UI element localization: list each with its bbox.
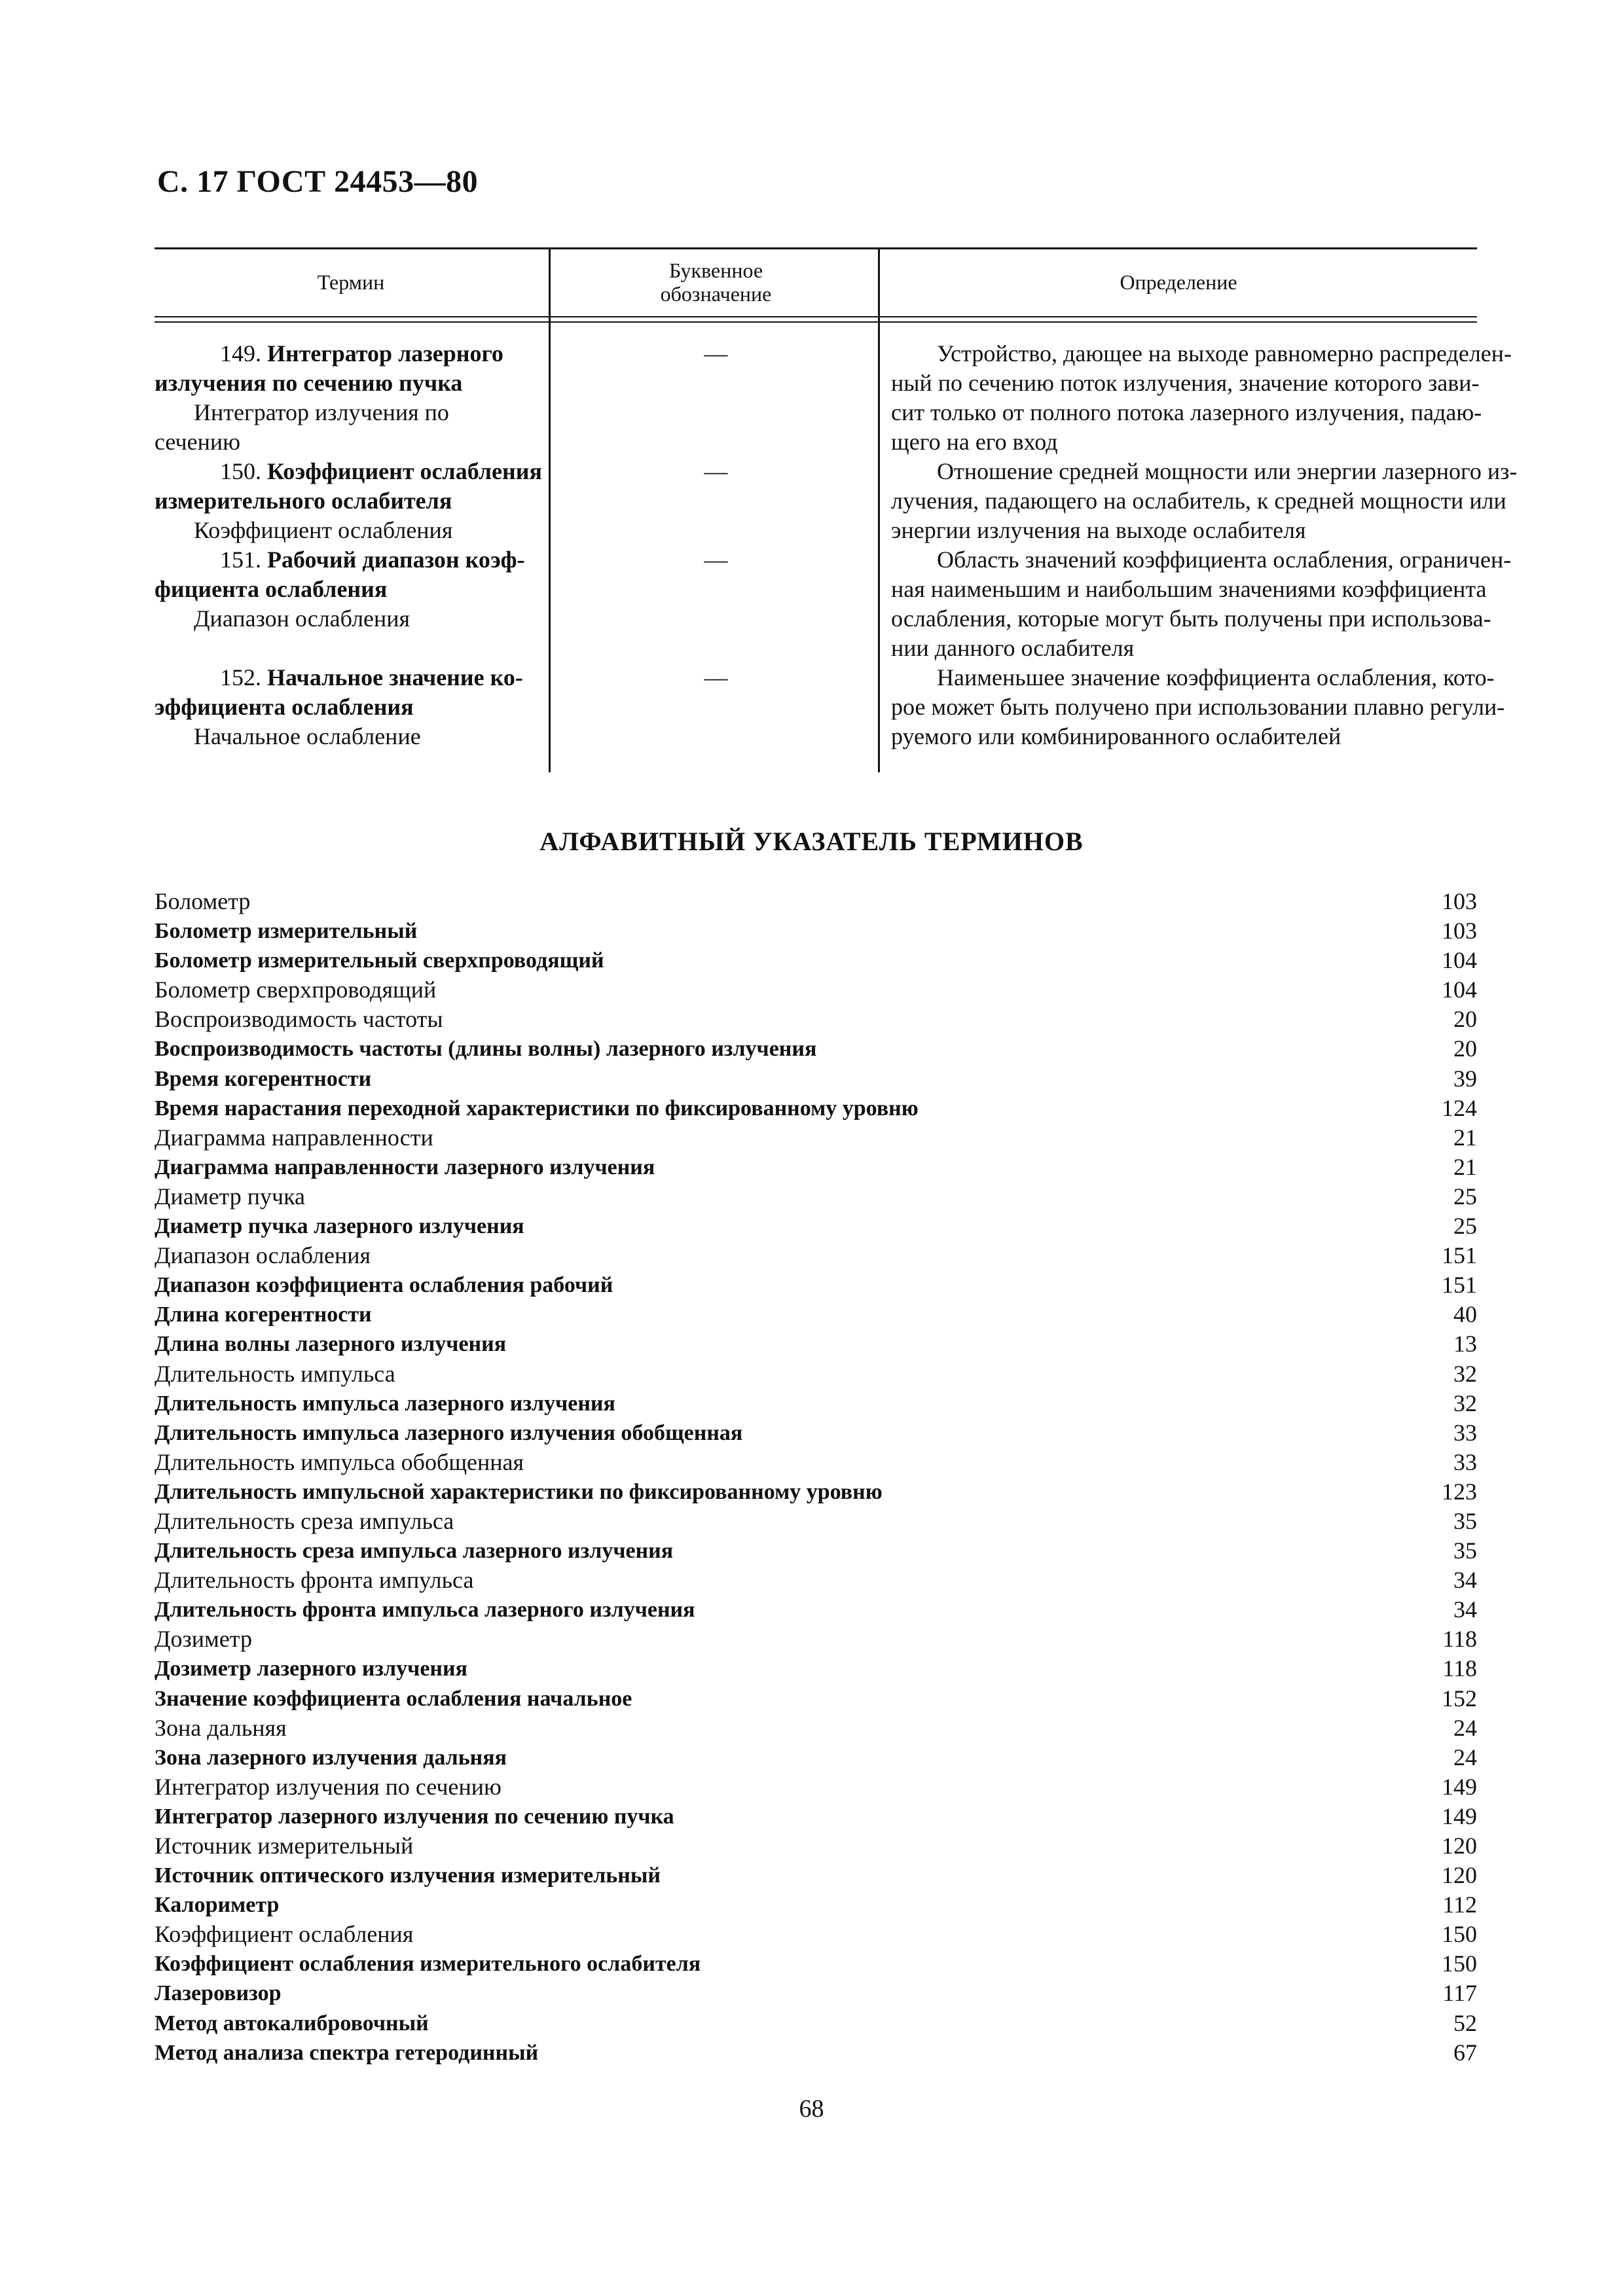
index-term: Длина когерентности <box>155 1302 372 1327</box>
definition-line: Устройство, дающее на выходе равномерно распределен- <box>937 340 1512 367</box>
column-header-letter-line2: обозначение <box>660 282 772 306</box>
index-term: Метод автокалибровочный <box>155 2011 429 2036</box>
definition-line: лучения, падающего на ослабитель, к средней мощности или <box>891 488 1506 514</box>
definition-line: сит только от полного потока лазерного излучения, падаю- <box>891 399 1482 425</box>
index-entry <box>155 1359 1477 1389</box>
index-term: Длительность импульса лазерного излучения <box>155 1391 615 1416</box>
index-entry <box>155 1861 1477 1890</box>
index-term-number: 123 <box>1442 1478 1477 1505</box>
index-term-number: 103 <box>1442 918 1477 944</box>
index-entry <box>155 1123 1477 1153</box>
index-entry <box>155 1595 1477 1624</box>
definition-line: ный по сечению поток излучения, значение которого зави- <box>891 370 1480 396</box>
index-term-number: 124 <box>1442 1094 1477 1121</box>
index-term-number: 104 <box>1442 977 1477 1003</box>
index-entry <box>155 1064 1477 1094</box>
index-entry <box>155 1949 1477 1979</box>
column-divider <box>549 247 551 772</box>
term-title-cont: эффициента ослабления <box>155 694 414 720</box>
index-entry <box>155 2009 1477 2038</box>
index-term: Воспроизводимость частоты (длины волны) лазерного излучения <box>155 1037 817 1062</box>
index-term: Длительность фронта импульса лазерного излучения <box>155 1598 695 1623</box>
table-header-rule-double <box>155 321 1477 323</box>
index-entry <box>155 1831 1477 1861</box>
index-term: Зона дальняя <box>155 1714 287 1741</box>
index-entry <box>155 1153 1477 1182</box>
definition-line: Наименьшее значение коэффициента ослабления, кото- <box>937 664 1495 691</box>
index-entry <box>155 1418 1477 1448</box>
table-header-row <box>155 249 1477 315</box>
index-term-number: 151 <box>1442 1242 1477 1269</box>
index-entry <box>155 1979 1477 2008</box>
index-term-number: 103 <box>1442 888 1477 914</box>
index-term-number: 118 <box>1442 1626 1477 1653</box>
index-entry <box>155 1034 1477 1064</box>
index-term-number: 33 <box>1453 1448 1477 1475</box>
term-synonym: Интегратор излучения по <box>194 399 449 425</box>
column-header-term: Термин <box>317 270 385 294</box>
index-entry <box>155 1182 1477 1211</box>
index-term: Источник измерительный <box>155 1833 414 1859</box>
page-header: С. 17 ГОСТ 24453—80 <box>157 164 479 199</box>
index-term: Длительность импульса обобщенная <box>155 1448 524 1475</box>
index-entry <box>155 1448 1477 1477</box>
index-term-number: 24 <box>1453 1714 1477 1741</box>
column-header-letter <box>551 249 881 315</box>
column-header-definition: Определение <box>1120 270 1237 294</box>
index-term-number: 39 <box>1453 1065 1477 1092</box>
index-term: Значение коэффициента ослабления начальное <box>155 1686 632 1711</box>
term-synonym: Начальное ослабление <box>194 723 421 749</box>
index-term: Калориметр <box>155 1893 280 1918</box>
index-term: Коэффициент ослабления измерительного ослабителя <box>155 1952 701 1977</box>
index-term-number: 152 <box>1442 1685 1477 1712</box>
term-cell <box>155 663 544 751</box>
index-term-number: 21 <box>1453 1153 1477 1180</box>
index-term: Интегратор лазерного излучения по сечению пучка <box>155 1804 674 1829</box>
index-term: Длительность среза импульса лазерного излучения <box>155 1539 674 1564</box>
index-term: Длительность импульсной характеристики по фиксированному уровню <box>155 1479 883 1504</box>
definition-line: нии данного ослабителя <box>891 635 1135 661</box>
index-entry <box>155 1920 1477 1949</box>
letter-cell: — <box>704 664 728 691</box>
index-entry <box>155 1654 1477 1683</box>
term-synonym-cont: сечению <box>155 429 241 455</box>
index-term: Длительность фронта импульса <box>155 1567 474 1594</box>
index-entry <box>155 1713 1477 1743</box>
index-term: Болометр измерительный сверхпроводящий <box>155 948 604 973</box>
term-cell <box>155 545 544 634</box>
index-term: Диапазон коэффициента ослабления рабочий <box>155 1273 613 1298</box>
definition-cell <box>891 457 1518 545</box>
index-entry <box>155 1211 1477 1241</box>
index-term-number: 32 <box>1453 1390 1477 1416</box>
index-term-number: 20 <box>1453 1006 1477 1033</box>
index-term-number: 118 <box>1442 1655 1477 1682</box>
index-term-number: 32 <box>1453 1360 1477 1387</box>
definition-line: ная наименьшим и наибольшим значениями коэффициента <box>891 576 1487 602</box>
index-term: Дозиметр <box>155 1626 252 1653</box>
index-term: Воспроизводимость частоты <box>155 1006 443 1033</box>
index-term: Болометр измерительный <box>155 919 418 944</box>
index-term-number: 34 <box>1453 1596 1477 1623</box>
index-term-number: 149 <box>1442 1803 1477 1829</box>
definition-line: Область значений коэффициента ослабления, ограничен- <box>937 547 1512 573</box>
letter-cell: — <box>704 458 728 484</box>
index-term: Коэффициент ослабления <box>155 1921 414 1948</box>
index-entry <box>155 1566 1477 1595</box>
index-term-number: 150 <box>1442 1950 1477 1977</box>
column-divider <box>878 247 880 772</box>
index-term-number: 104 <box>1442 947 1477 974</box>
index-entry <box>155 1772 1477 1802</box>
index-term-number: 117 <box>1442 1980 1477 2007</box>
index-term: Диаграмма направленности лазерного излучения <box>155 1155 655 1179</box>
index-term-number: 24 <box>1453 1744 1477 1770</box>
index-entry <box>155 975 1477 1005</box>
index-term-number: 52 <box>1453 2009 1477 2036</box>
term-title-cont: измерительного ослабителя <box>155 488 452 514</box>
index-term: Длительность импульса <box>155 1360 395 1387</box>
term-title: 151. Рабочий диапазон коэф- <box>220 547 525 573</box>
index-term: Длительность импульса лазерного излучения обобщенная <box>155 1420 743 1445</box>
term-cell <box>155 339 544 457</box>
index-entry <box>155 1270 1477 1300</box>
index-term-number: 120 <box>1442 1862 1477 1889</box>
index-term: Диаграмма направленности <box>155 1124 433 1151</box>
term-cell <box>155 457 544 545</box>
index-entry <box>155 1684 1477 1713</box>
definition-line: рое может быть получено при использовании плавно регули- <box>891 694 1505 720</box>
index-term-number: 25 <box>1453 1213 1477 1240</box>
column-header-letter-line1: Буквенное <box>668 259 763 282</box>
index-entry <box>155 1802 1477 1831</box>
letter-cell: — <box>704 340 728 367</box>
index-term-number: 33 <box>1453 1419 1477 1446</box>
index-entry <box>155 1507 1477 1536</box>
index-entry <box>155 1241 1477 1270</box>
index-entry <box>155 1890 1477 1920</box>
index-term: Длительность среза импульса <box>155 1507 454 1534</box>
index-term: Длина волны лазерного излучения <box>155 1332 507 1357</box>
index-term-number: 150 <box>1442 1921 1477 1948</box>
index-entry <box>155 1389 1477 1418</box>
definition-cell <box>891 545 1512 663</box>
index-entry <box>155 1329 1477 1359</box>
term-title: 149. Интегратор лазерного <box>220 340 503 367</box>
term-synonym: Диапазон ослабления <box>194 605 410 632</box>
index-entry <box>155 946 1477 975</box>
index-entry <box>155 1005 1477 1034</box>
index-entry <box>155 1743 1477 1772</box>
letter-cell: — <box>704 547 728 573</box>
table-header-rule <box>155 316 1477 317</box>
index-entry <box>155 1094 1477 1123</box>
definition-line: руемого или комбинированного ослабителей <box>891 723 1341 749</box>
definition-cell <box>891 339 1512 457</box>
index-entry <box>155 916 1477 946</box>
index-entry <box>155 1300 1477 1329</box>
definition-line: ослабления, которые могут быть получены при использова- <box>891 605 1491 632</box>
term-title-cont: фициента ослабления <box>155 576 388 602</box>
index-term-number: 20 <box>1453 1035 1477 1062</box>
definition-cell <box>891 663 1505 751</box>
index-term: Интегратор излучения по сечению <box>155 1773 501 1800</box>
term-title: 152. Начальное значение ко- <box>220 664 523 691</box>
index-entry <box>155 1624 1477 1654</box>
index-term: Дозиметр лазерного излучения <box>155 1657 468 1681</box>
index-entry <box>155 1536 1477 1566</box>
definition-line: Отношение средней мощности или энергии лазерного из- <box>937 458 1518 484</box>
term-title: 150. Коэффициент ослабления <box>220 458 542 484</box>
index-term-number: 13 <box>1453 1331 1477 1357</box>
index-term-number: 35 <box>1453 1537 1477 1564</box>
index-entry <box>155 887 1477 916</box>
index-title: АЛФАВИТНЫЙ УКАЗАТЕЛЬ ТЕРМИНОВ <box>539 827 1084 856</box>
index-term-number: 40 <box>1453 1301 1477 1328</box>
index-term-number: 25 <box>1453 1183 1477 1210</box>
index-term-number: 21 <box>1453 1124 1477 1151</box>
index-term-number: 151 <box>1442 1272 1477 1299</box>
index-term: Лазеровизор <box>155 1981 282 2006</box>
index-term-number: 67 <box>1453 2039 1477 2066</box>
index-term-number: 112 <box>1442 1892 1477 1918</box>
index-term: Болометр сверхпроводящий <box>155 977 437 1003</box>
index-term-number: 149 <box>1442 1773 1477 1800</box>
index-term-number: 120 <box>1442 1833 1477 1859</box>
index-term: Метод анализа спектра гетеродинный <box>155 2040 539 2065</box>
term-title-cont: излучения по сечению пучка <box>155 370 463 396</box>
index-entry <box>155 1477 1477 1507</box>
index-term: Диаметр пучка <box>155 1183 306 1210</box>
alphabetical-index <box>155 887 1477 2068</box>
index-term: Диаметр пучка лазерного излучения <box>155 1214 524 1239</box>
term-synonym: Коэффициент ослабления <box>194 517 453 543</box>
definition-line: энергии излучения на выходе ослабителя <box>891 517 1306 543</box>
page-number: 68 <box>799 2095 824 2123</box>
definition-line: щего на его вход <box>891 429 1058 455</box>
index-term: Источник оптического излучения измерительный <box>155 1863 661 1888</box>
index-term: Болометр <box>155 888 251 914</box>
index-term-number: 35 <box>1453 1507 1477 1534</box>
index-term: Зона лазерного излучения дальняя <box>155 1745 507 1770</box>
index-term: Диапазон ослабления <box>155 1242 371 1269</box>
index-term-number: 34 <box>1453 1567 1477 1594</box>
index-term: Время когерентности <box>155 1066 372 1091</box>
index-entry <box>155 2038 1477 2068</box>
index-term: Время нарастания переходной характеристики по фиксированному уровню <box>155 1096 919 1121</box>
